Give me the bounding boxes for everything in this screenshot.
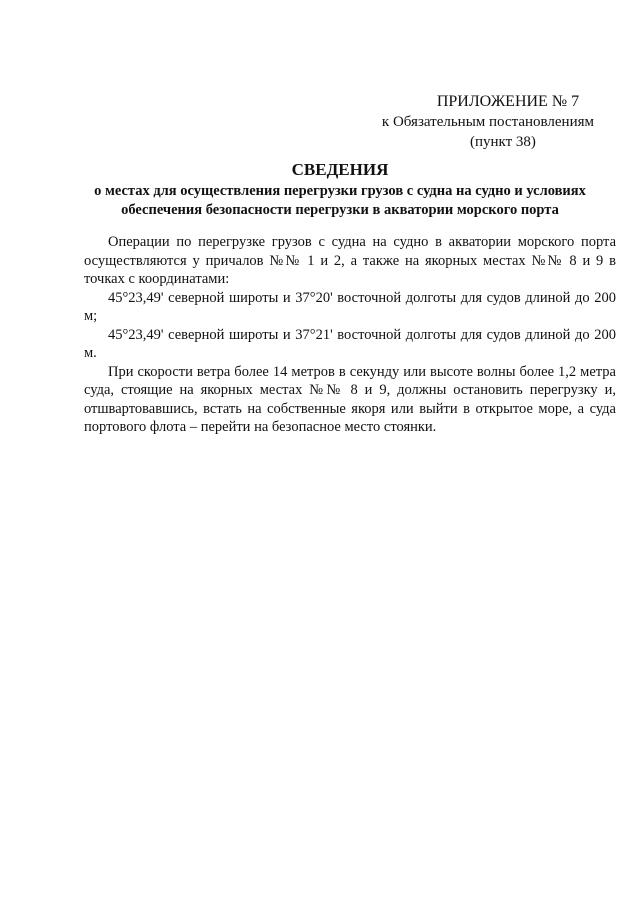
appendix-reference: к Обязательным постановлениям: [381, 114, 594, 130]
paragraph-operations: Операции по перегрузке грузов с судна на судно в акватории морского порта осуществляются у причалов №№ 1 и 2, а также на якорных местах №№ 8 и 9 в точках с координатами:: [84, 234, 616, 287]
document-subtitle: о местах для осуществления перегрузки грузов с судна на судно и условиях обеспечения безопасности перегрузки в акватории морского порта: [94, 183, 586, 218]
appendix-clause: (пункт 38): [469, 134, 536, 150]
paragraph-coordinates-1: 45°23,49' северной широты и 37°20' восточной долготы для судов длиной до 200 м;: [84, 289, 616, 324]
paragraph-weather-conditions: При скорости ветра более 14 метров в секунду или высоте волны более 1,2 метра суда, стоящие на якорных местах №№ 8 и 9, должны остановить перегрузку и, отшвартовавшись, встать на собственные якоря или выйти в открытое море, а суда портового флота – перейти на безопасное место стоянки.: [84, 363, 616, 435]
appendix-header: [382, 92, 594, 152]
appendix-number: ПРИЛОЖЕНИЕ № 7: [436, 93, 580, 110]
document-body: [84, 233, 616, 437]
document-title: СВЕДЕНИЯ: [291, 160, 389, 179]
paragraph-coordinates-2: 45°23,49' северной широты и 37°21' восточной долготы для судов длиной до 200 м.: [84, 326, 616, 361]
